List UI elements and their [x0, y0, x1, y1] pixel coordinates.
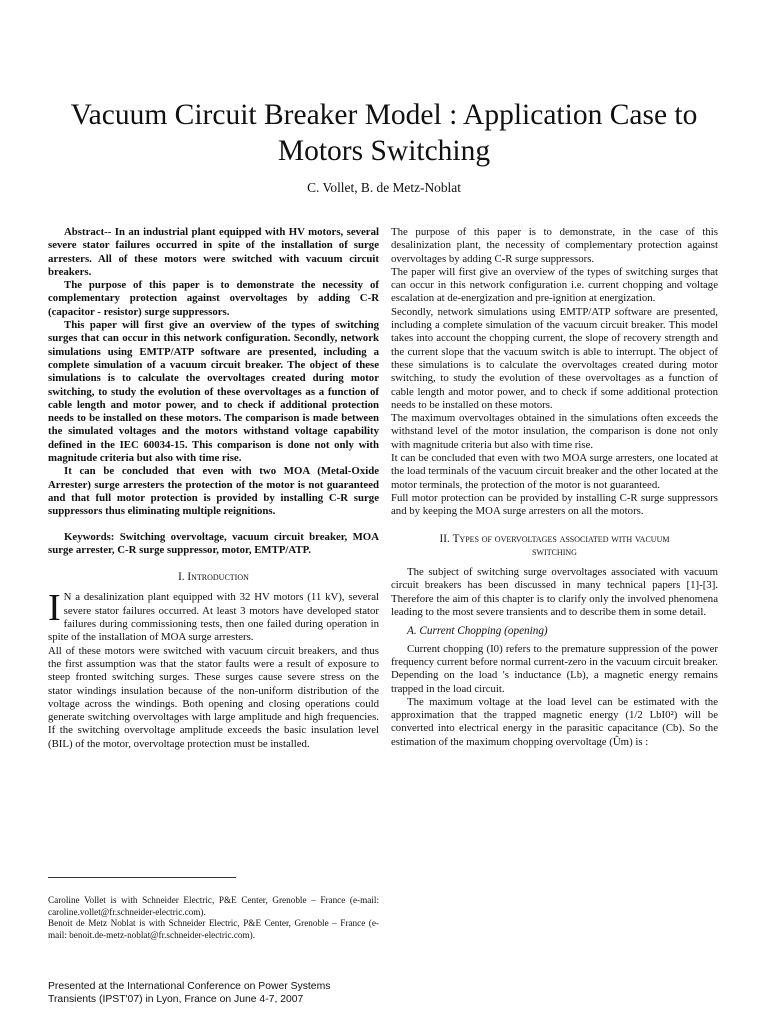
footnote: Benoit de Metz Noblat is with Schneider Electric, P&E Center, Grenoble – France (e-mail: benoit.de-metz-noblat@fr.schneider-electric.com). — [48, 918, 379, 940]
paper-authors: C. Vollet, B. de Metz-Noblat — [307, 180, 461, 195]
subsection-heading: A. Current Chopping (opening) — [407, 625, 548, 638]
right-paragraph: The maximum overvoltages obtained in the simulations often exceeds the withstand level of the motor insulation, the comparison is done not only with magnitude criteria but also with time rise. — [391, 412, 718, 451]
right-paragraph: Secondly, network simulations using EMTP/ATP software are presented, including a complete simulation of the vacuum circuit breaker. This model takes into account the chopping current, the slope of recovery strength and the current slope that the vacuum switch is able to interrupt. The object of these simulations is to calculate the overvoltages created during motor switching, to study the evolution of these overvoltages as a function of cable length and motor power, and to check if some additional protection needs to be installed on these motors. — [391, 305, 718, 411]
intro-paragraph-2: All of these motors were switched with vacuum circuit breakers, and thus the first assumption was that the stator faults were a result of exposure to steep fronted switching surges. These surges cause severe stress on the stator windings insulation because of the non-uniform distribution of the voltage across the windings. Both opening and closing operations could generate switching overvoltages with large amplitude and high frequencies. If the switching overvoltage amplitude exceeds the basic insulation level (BIL) of the motor, overvoltage protection must be installed. — [48, 644, 379, 750]
section-heading-types-of-overvoltages — [391, 533, 718, 560]
right-column — [391, 226, 718, 749]
abstract-paragraph: This paper will first give an overview of the types of switching surges that can occur in this network configuration. Secondly, network simulations using EMTP/ATP software are presented, including a complete simulation of a vacuum circuit breaker. The object of these simulations is to calculate the overvoltages created during motor switching, to study the evolution of these overvoltages as a function of cable length and motor power, and to check if additional protection needs to be installed on these motors. The comparison is made between the simulated voltages and the motors withstand voltage capability defined in the IEC 60034-15. This comparison is done not only with magnitude criteria but also with time rise. — [48, 319, 379, 465]
section-number: I. — [178, 571, 185, 584]
abstract-paragraph: The purpose of this paper is to demonstrate the necessity of complementary protection against overvoltages by adding C-R (capacitor - resistor) surge suppressors. — [48, 279, 379, 318]
section-title: Types of overvoltages associated with vacuum — [452, 532, 670, 545]
left-column — [48, 226, 379, 751]
intro-text: N a desalinization plant equipped with 32 HV motors (11 kV), several severe stator failures occurred. At least 3 motors have developed stator failures during commissioning tests, then one failed during operation in spite of the installation of MOA surge arresters. — [48, 591, 379, 644]
introduction-body — [48, 587, 379, 751]
abstract-paragraph: Abstract-- In an industrial plant equipped with HV motors, several severe stator failures occurred in spite of the installation of surge arresters. All of these motors were switched with vacuum circuit breakers. — [48, 226, 379, 278]
right-paragraph: The paper will first give an overview of the types of switching surges that can occur in this network configuration i.e. current chopping and voltage escalation at de-energization and pre-ignition at energization. — [391, 265, 718, 305]
section2-paragraph: Current chopping (I0) refers to the premature suppression of the power frequency current before normal current-zero in the vacuum circuit breaker. Depending on the load 's inductance (Lb), a magnetic energy remains trapped in the load circuit. — [391, 642, 718, 695]
abstract — [48, 226, 379, 557]
footnotes — [48, 895, 379, 941]
section-title-continued: switching — [532, 545, 577, 558]
abstract-paragraph: It can be concluded that even with two MOA (Metal-Oxide Arrester) surge arresters the protection of the motor is not guaranteed and that full motor protection is provided by installing C-R surge suppressors thus eliminating multiple reignitions. — [48, 465, 379, 518]
footnote-rule — [48, 877, 236, 878]
right-paragraph: The purpose of this paper is to demonstrate, in the case of this desalinization plant, the necessity of complementary protection against overvoltages by adding C-R surge suppressors. — [391, 226, 718, 265]
paper-title: Vacuum Circuit Breaker Model : Application Case to Motors Switching — [70, 99, 698, 167]
right-paragraph: Full motor protection can be provided by installing C-R surge suppressors and by keeping the MOA surge arresters on all the motors. — [391, 491, 718, 518]
conference-note: Presented at the International Conference on Power Systems Transients (IPST'07) in Lyon, France on June 4-7, 2007 — [48, 981, 331, 1005]
footnote: Caroline Vollet is with Schneider Electric, P&E Center, Grenoble – France (e-mail: caroline.vollet@fr.schneider-electric.com). — [48, 895, 379, 917]
keywords: Keywords: Switching overvoltage, vacuum circuit breaker, MOA surge arrester, C-R surge suppressor, motor, EMTP/ATP. — [48, 530, 379, 556]
intro-paragraph-1 — [48, 587, 379, 644]
drop-cap: I — [48, 587, 61, 630]
section2-paragraph: The subject of switching surge overvoltages associated with vacuum circuit breakers has been discussed in many technical papers [1]-[3]. Therefore the aim of this chapter is to clarify only the involved phenomena leading to the most severe transients and to describe them in some detail. — [391, 566, 718, 619]
right-paragraph: It can be concluded that even with two MOA surge arresters, one located at the load terminals of the vacuum circuit breaker and the other located at the motor terminals, the protection of the motor is not guaranteed. — [391, 452, 718, 491]
section-title: Introduction — [187, 571, 249, 584]
section-heading-introduction — [48, 571, 379, 584]
section2-paragraph: The maximum voltage at the load level can be estimated with the approximation that the trapped magnetic energy (1/2 LbI0²) will be converted into electrical energy in the parasitic capacitance (Cb). So the estimation of the maximum chopping overvoltage (Ûm) is : — [391, 695, 718, 748]
section-number: II. — [439, 532, 450, 545]
